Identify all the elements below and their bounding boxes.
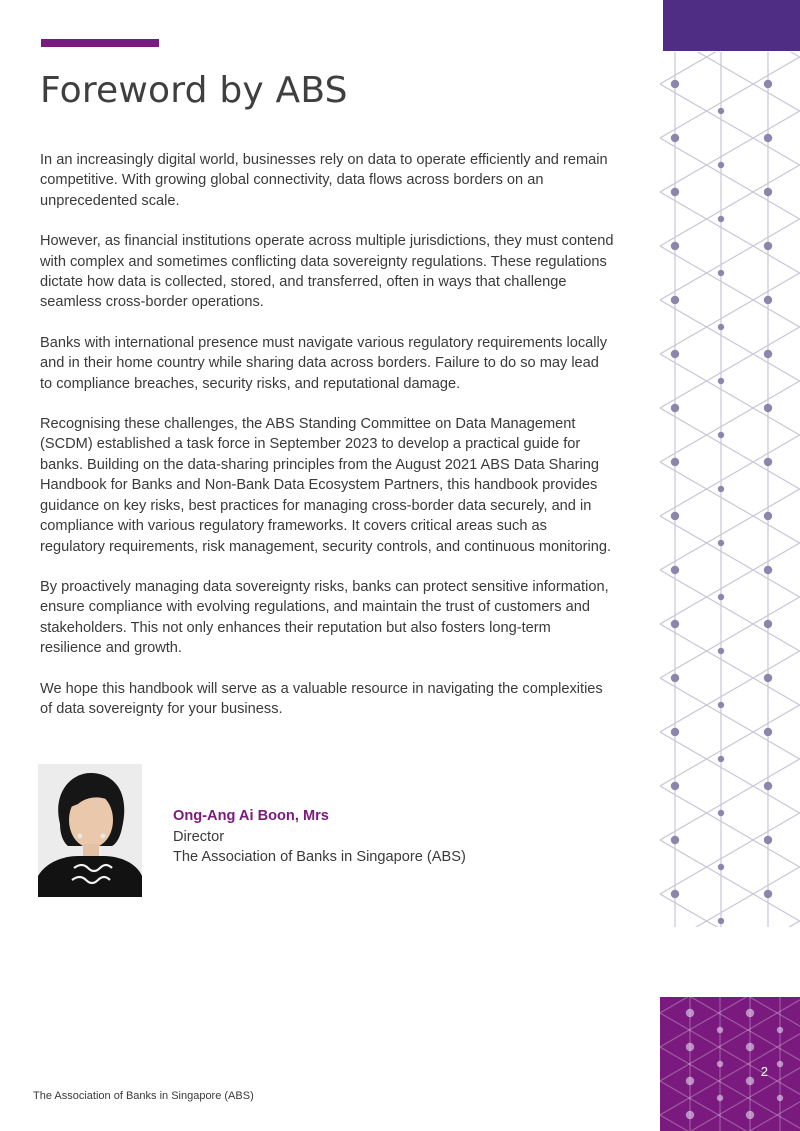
pattern-node xyxy=(671,782,679,790)
pattern-node xyxy=(671,890,679,898)
pattern-node xyxy=(777,1061,783,1067)
paragraph: In an increasingly digital world, businesses rely on data to operate efficiently and remain competitive. With growing global connectivity, data flows across borders on an unprecedented scale. xyxy=(40,152,608,209)
pattern-node xyxy=(718,324,724,330)
pattern-node xyxy=(671,404,679,412)
signatory-name: Ong-Ang Ai Boon, Mrs xyxy=(173,808,329,824)
pattern-node xyxy=(717,1061,723,1067)
pattern-node xyxy=(718,702,724,708)
signatory-organization: The Association of Banks in Singapore (ABS) xyxy=(173,849,466,866)
pattern-node xyxy=(746,1077,754,1085)
signatory-role: Director xyxy=(173,828,225,845)
pattern-node xyxy=(718,432,724,438)
paragraph: However, as financial institutions operate across multiple jurisdictions, they must contend with complex and sometimes conflicting data sovereignty regulations. These regulations dictate how data is collected, stored, and transferred, often in ways that challenge seamless cross-border operations. xyxy=(40,233,614,311)
pattern-node xyxy=(671,512,679,520)
pattern-node xyxy=(764,620,772,628)
pattern-node xyxy=(718,216,724,222)
pattern-node xyxy=(717,1095,723,1101)
director-portrait-photo xyxy=(38,764,142,897)
pattern-node xyxy=(764,512,772,520)
pattern-node xyxy=(671,458,679,466)
pattern-node xyxy=(764,188,772,196)
pattern-node xyxy=(764,296,772,304)
pattern-node xyxy=(718,162,724,168)
paragraph: Recognising these challenges, the ABS Standing Committee on Data Management (SCDM) established a task force in September 2023 to develop a practical guide for banks. Building on the data-sharing principles from the August 2021 ABS Data Sharing Handbook for Banks and Non-Bank Data Ecosystem Partners, this handbook provides guidance on key risks, best practices for managing cross-border data securely, and in compliance with various regulatory frameworks. It covers critical areas such as regulatory requirements, risk management, security controls, and continuous monitoring. xyxy=(40,416,612,555)
pattern-node xyxy=(718,378,724,384)
footer-text: The Association of Banks in Singapore (ABS) xyxy=(33,1090,254,1102)
pattern-node xyxy=(764,566,772,574)
pattern-node xyxy=(764,134,772,142)
pattern-node xyxy=(686,1043,694,1051)
pattern-node xyxy=(671,242,679,250)
foreword-body xyxy=(40,150,615,739)
pattern-node xyxy=(718,540,724,546)
pattern-node xyxy=(671,728,679,736)
pattern-node xyxy=(671,80,679,88)
signature-block xyxy=(173,806,466,868)
pattern-node xyxy=(718,108,724,114)
paragraph: By proactively managing data sovereignty risks, banks can protect sensitive information, ensure compliance with evolving regulations, and maintain the trust of customers and stakeholders. This not only enhances their reputation but also fosters long-term resilience and growth. xyxy=(40,578,609,657)
pattern-node xyxy=(746,1043,754,1051)
pattern-node xyxy=(671,674,679,682)
title-accent-bar xyxy=(41,39,159,47)
pattern-node xyxy=(764,80,772,88)
pattern-node xyxy=(764,674,772,682)
paragraph: We hope this handbook will serve as a valuable resource in navigating the complexities of data sovereignty for your business. xyxy=(40,680,603,717)
pattern-node xyxy=(671,620,679,628)
pattern-node xyxy=(671,836,679,844)
pattern-node xyxy=(746,1009,754,1017)
pattern-node xyxy=(764,404,772,412)
paragraph: Banks with international presence must navigate various regulatory requirements locally and in their home country while sharing data across borders. Failure to do so may lead to compliance breaches, security risks, and reputational damage. xyxy=(40,334,608,392)
page-title: Foreword by ABS xyxy=(40,70,348,111)
pattern-node xyxy=(718,810,724,816)
pattern-node xyxy=(764,242,772,250)
pattern-node xyxy=(718,270,724,276)
pattern-node xyxy=(764,782,772,790)
pattern-node xyxy=(671,296,679,304)
pattern-node xyxy=(777,1027,783,1033)
pattern-node xyxy=(718,486,724,492)
pattern-node xyxy=(686,1009,694,1017)
triangle-network-pattern-icon xyxy=(660,997,800,1131)
pattern-node xyxy=(671,188,679,196)
pattern-node xyxy=(764,728,772,736)
pattern-node xyxy=(764,458,772,466)
pattern-node xyxy=(718,594,724,600)
pattern-node xyxy=(671,134,679,142)
pattern-node xyxy=(671,350,679,358)
pattern-node xyxy=(764,890,772,898)
header-color-block xyxy=(663,0,800,51)
triangle-network-pattern-icon xyxy=(660,52,800,927)
pattern-node xyxy=(686,1111,694,1119)
pattern-node xyxy=(777,1095,783,1101)
pattern-node xyxy=(671,566,679,574)
pattern-node xyxy=(764,350,772,358)
footer-color-block xyxy=(660,997,800,1131)
pattern-node xyxy=(718,756,724,762)
pattern-node xyxy=(686,1077,694,1085)
pattern-node xyxy=(717,1027,723,1033)
pattern-node xyxy=(764,836,772,844)
pattern-node xyxy=(718,864,724,870)
pattern-node xyxy=(746,1111,754,1119)
pattern-node xyxy=(718,648,724,654)
pattern-node xyxy=(718,918,724,924)
page-number: 2 xyxy=(760,1064,768,1079)
